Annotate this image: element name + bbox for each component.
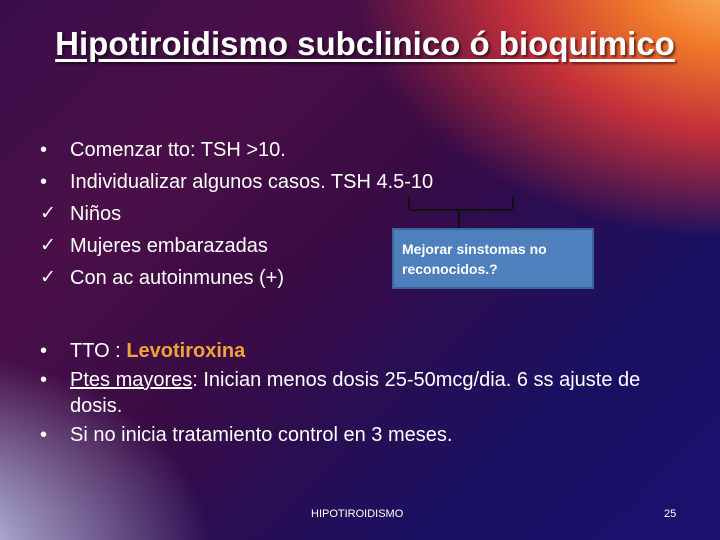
- list-item: [40, 166, 680, 198]
- list-item-text: Niños: [70, 203, 122, 225]
- list-item: [40, 134, 680, 166]
- drug-name: Levotiroxina: [126, 340, 246, 362]
- bullet-icon: •: [40, 424, 48, 446]
- list-item: [40, 422, 690, 448]
- bullet-icon: •: [40, 340, 48, 362]
- list-item: [40, 367, 690, 419]
- brace-stem: [458, 210, 460, 228]
- slide-title: Hipotiroidismo subclinico ó bioquimico: [55, 25, 675, 62]
- bullet-list-treatment: [40, 338, 690, 451]
- tto-prefix: TTO :: [70, 340, 127, 362]
- ptes-label: Ptes mayores: [70, 369, 193, 391]
- checkmark-icon: ✓: [40, 203, 56, 224]
- bullet-icon: •: [40, 369, 48, 391]
- brace-connector: [408, 197, 514, 211]
- checkmark-icon: ✓: [40, 235, 56, 256]
- bullet-icon: •: [40, 139, 48, 161]
- bullet-icon: •: [40, 171, 48, 193]
- checkmark-icon: ✓: [40, 267, 56, 288]
- list-item-text: Con ac autoinmunes (+): [70, 267, 285, 289]
- callout-box: Mejorar sinstomas no reconocidos.?: [392, 228, 594, 289]
- list-item: [40, 338, 690, 364]
- ptes-text: : Inician menos dosis 25-50mcg/dia. 6 ss ajuste de dosis.: [70, 369, 641, 417]
- slide-footer: HIPOTIROIDISMO: [311, 508, 404, 520]
- list-item-text: Mujeres embarazadas: [70, 235, 268, 257]
- list-item: [40, 198, 680, 230]
- list-item-text: Si no inicia tratamiento control en 3 meses.: [70, 424, 453, 446]
- list-item-text: Individualizar algunos casos. TSH 4.5-10: [70, 171, 434, 193]
- page-number: 25: [664, 508, 677, 520]
- list-item-text: Comenzar tto: TSH >10.: [70, 139, 286, 161]
